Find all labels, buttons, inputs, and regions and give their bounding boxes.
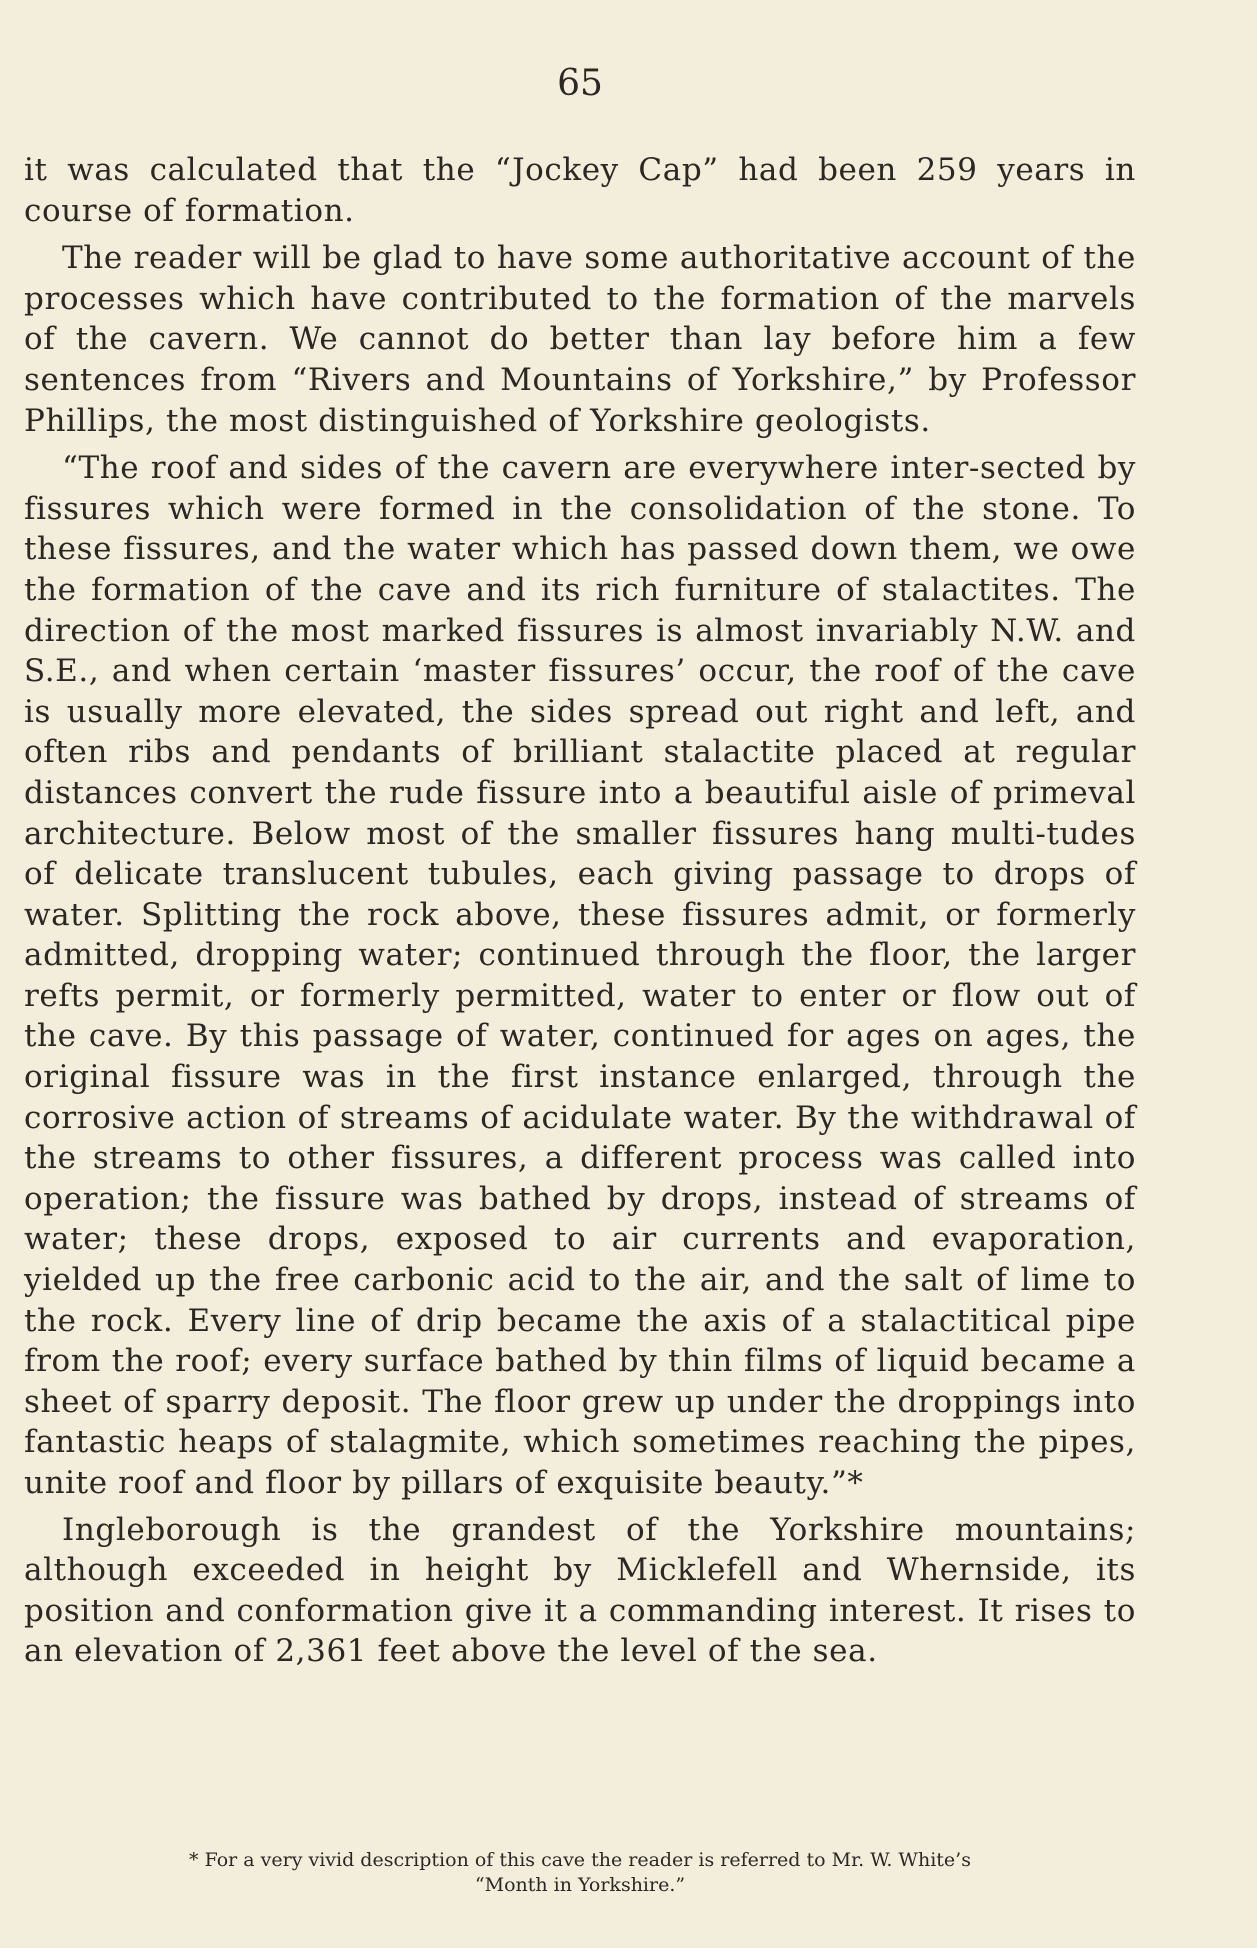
body-text <box>24 150 1136 1672</box>
footnote-line-1: * For a very vivid description of this cave the reader is referred to Mr. W. White’s <box>189 1849 971 1871</box>
paragraph-ingleborough: Ingleborough is the grandest of the Yorkshire mountains; although exceeded in height by Micklefell and Whernside, its position and conformation give it a commanding interest. It rises to an elevation of 2,361 feet above the level of the sea. <box>24 1511 1136 1670</box>
page-number: 65 <box>557 63 603 104</box>
footnote-line-2: “Month in Yorkshire.” <box>474 1874 686 1896</box>
paragraph-introduction: The reader will be glad to have some authoritative account of the processes which have contributed to the formation of the marvels of the cavern. We cannot do better than lay before him a few sentences from “Rivers and Mountains of Yorkshire,” by Professor Phillips, the most distinguished of Yorkshire geologists. <box>24 240 1136 439</box>
paragraph-continuation: it was calculated that the “Jockey Cap” had been 259 years in course of formation. <box>24 152 1136 229</box>
footnote <box>24 1848 1136 1898</box>
book-page <box>24 0 1136 1948</box>
paragraph-quotation: “The roof and sides of the cavern are everywhere inter-sected by fissures which were formed in the consolidation of the stone. To these fissures, and the water which has passed down them, we owe the formation of the cave and its rich furniture of stalactites. The direction of the most marked fissures is almost invariably N.W. and S.E., and when certain ‘master fissures’ occur, the roof of the cave is usually more elevated, the sides spread out right and left, and often ribs and pendants of brilliant stalactite placed at regular distances convert the rude fissure into a beautiful aisle of primeval architecture. Below most of the smaller fissures hang multi-tudes of delicate translucent tubules, each giving passage to drops of water. Splitting the rock above, these fissures admit, or formerly admitted, dropping water; continued through the floor, the larger refts permit, or formerly permitted, water to enter or flow out of the cave. By this passage of water, continued for ages on ages, the original fissure was in the first instance enlarged, through the corrosive action of streams of acidulate water. By the withdrawal of the streams to other fissures, a different process was called into operation; the fissure was bathed by drops, instead of streams of water; these drops, exposed to air currents and evaporation, yielded up the free carbonic acid to the air, and the salt of lime to the rock. Every line of drip became the axis of a stalactitical pipe from the roof; every surface bathed by thin films of liquid became a sheet of sparry deposit. The floor grew up under the droppings into fantastic heaps of stalagmite, which sometimes reaching the pipes, unite roof and floor by pillars of exquisite beauty.”* <box>24 450 1136 1501</box>
